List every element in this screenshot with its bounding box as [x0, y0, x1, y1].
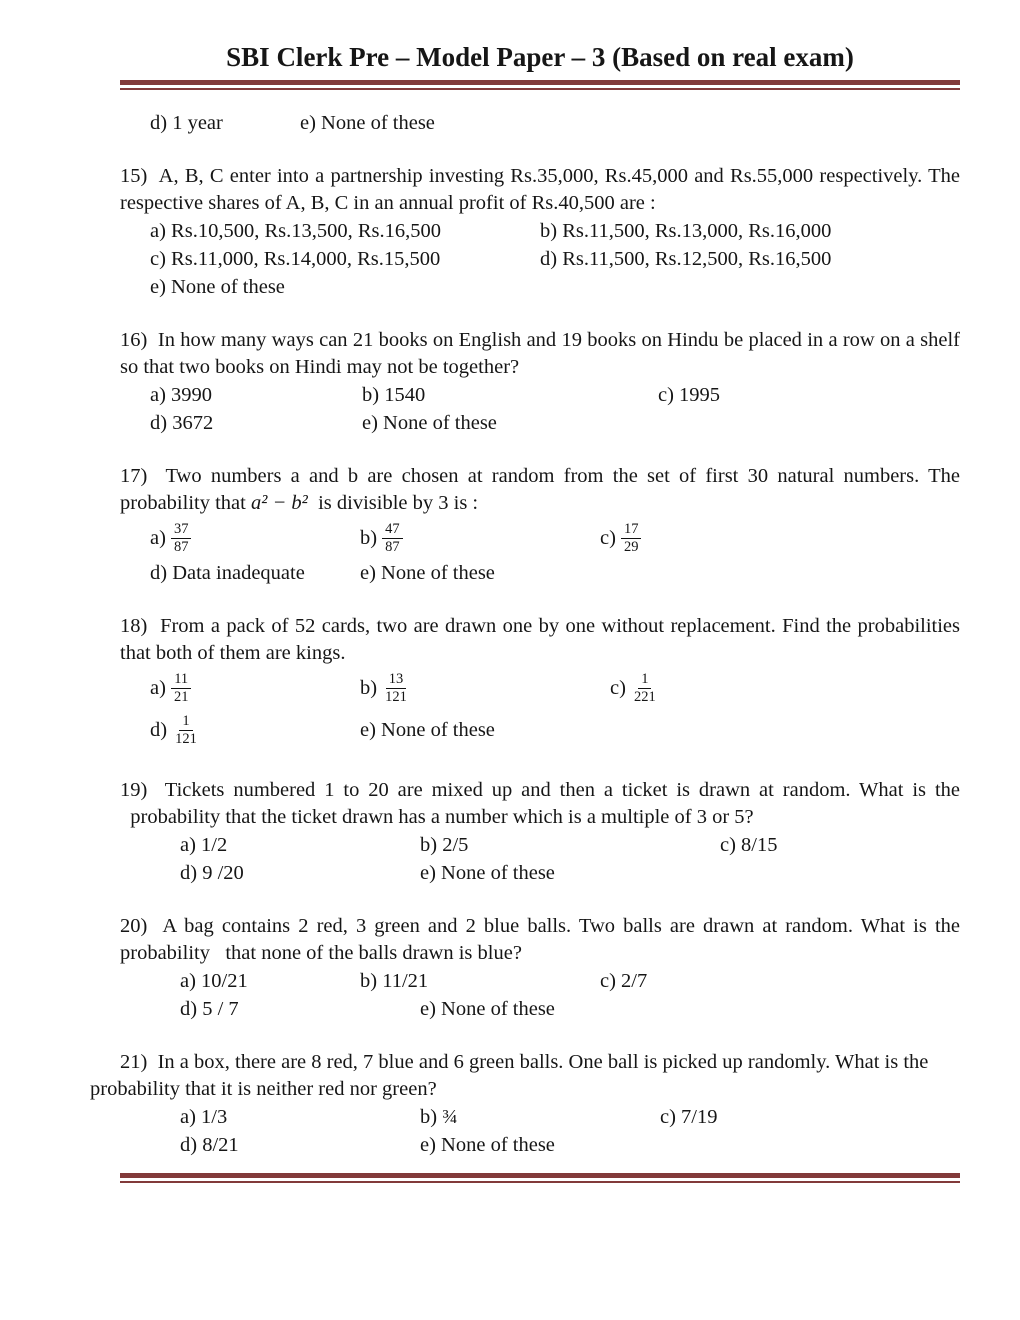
fraction — [171, 668, 192, 709]
question-number: 17) — [120, 465, 166, 487]
question-text-run: A bag contains 2 red, 3 green and 2 blue balls. Two balls are drawn at random. What is the probability that none of the balls drawn is blue? — [120, 915, 960, 964]
answer-option: b) 11/21 — [360, 970, 429, 992]
answer-option: c) 2/7 — [600, 970, 648, 992]
option-row — [120, 996, 960, 1023]
question-text — [120, 613, 960, 667]
fraction-numerator: 11 — [171, 671, 191, 689]
option-row — [120, 668, 960, 709]
answer-option: c) 7/19 — [660, 1106, 718, 1128]
option-row — [120, 560, 960, 587]
option-letter: b) — [360, 677, 378, 699]
answer-option: e) None of these — [360, 719, 495, 741]
answer-option: e) None of these — [150, 276, 285, 298]
question-number: 19) — [120, 779, 165, 801]
option-row — [120, 218, 960, 245]
question — [120, 913, 960, 1023]
fraction-numerator: 37 — [171, 521, 192, 539]
answer-option: b) 2/5 — [420, 834, 469, 856]
question-text-run: In a box, there are 8 red, 7 blue and 6 green balls. One ball is picked up randomly. What is the probability that it is neither red nor green? — [90, 1051, 929, 1100]
answer-option: e) None of these — [360, 562, 495, 584]
answer-option — [610, 668, 659, 709]
question-number: 21) — [120, 1051, 158, 1073]
answer-option: d) Rs.11,500, Rs.12,500, Rs.16,500 — [540, 248, 832, 270]
answer-option: e) None of these — [362, 412, 497, 434]
answer-option: e) None of these — [420, 862, 555, 884]
fraction-denominator: 121 — [385, 689, 407, 705]
horizontal-rule-bottom — [120, 1173, 960, 1183]
question-text-run: A, B, C enter into a partnership investing Rs.35,000, Rs.45,000 and Rs.55,000 respectively. The respective shares of A, B, C in an annual profit of Rs.40,500 are : — [120, 165, 960, 214]
answer-option — [360, 518, 600, 559]
math-expression: a² − b² — [250, 492, 308, 514]
answer-option: e) None of these — [420, 1134, 555, 1156]
option-letter: c) — [610, 677, 626, 699]
answer-option — [600, 518, 641, 559]
answer-option: d) Data inadequate — [150, 562, 305, 584]
option-letter: a) — [150, 677, 166, 699]
questions — [90, 110, 961, 1159]
question-text — [120, 327, 960, 381]
question-number: 15) — [120, 165, 159, 187]
answer-option: c) 8/15 — [720, 834, 778, 856]
answer-option: b) ¾ — [420, 1106, 458, 1128]
answer-option: b) Rs.11,500, Rs.13,000, Rs.16,000 — [540, 220, 832, 242]
option-row — [120, 518, 960, 559]
question — [120, 463, 960, 587]
option-letter: d) — [150, 719, 168, 741]
fraction-denominator: 121 — [175, 731, 197, 747]
answer-option — [150, 710, 360, 751]
fraction-numerator: 1 — [179, 713, 192, 731]
fraction — [621, 518, 642, 559]
answer-option: e) None of these — [300, 112, 435, 134]
question-text — [120, 463, 960, 517]
answer-option: d) 5 / 7 — [180, 998, 239, 1020]
answer-option: a) Rs.10,500, Rs.13,500, Rs.16,500 — [150, 220, 442, 242]
option-letter: c) — [600, 527, 616, 549]
option-row — [120, 382, 960, 409]
question-text — [90, 1049, 960, 1103]
fraction-numerator: 47 — [382, 521, 403, 539]
option-row — [120, 246, 960, 273]
question-text-run: Tickets numbered 1 to 20 are mixed up and then a ticket is drawn at random. What is the probability that the ticket drawn has a number which is a multiple of 3 or 5? — [120, 779, 960, 828]
question-text-run: is divisible by 3 is : — [307, 492, 479, 514]
option-letter: a) — [150, 527, 166, 549]
answer-option: a) 1/2 — [180, 834, 228, 856]
fraction — [172, 710, 200, 751]
option-row — [120, 1104, 960, 1131]
fraction — [171, 518, 192, 559]
fraction — [382, 518, 403, 559]
question — [90, 1049, 960, 1159]
option-row — [120, 710, 960, 751]
option-row — [120, 860, 960, 887]
question-text — [120, 163, 960, 217]
answer-option — [360, 668, 610, 709]
horizontal-rule-top — [120, 80, 960, 90]
question-text-run: From a pack of 52 cards, two are drawn one by one without replacement. Find the probabilities that both of them are kings. — [120, 615, 960, 664]
option-row — [120, 968, 960, 995]
fraction-numerator: 1 — [638, 671, 651, 689]
answer-option — [150, 668, 360, 709]
question-number: 18) — [120, 615, 161, 637]
option-row — [120, 832, 960, 859]
answer-option: d) 9 /20 — [180, 862, 244, 884]
question — [120, 327, 960, 437]
answer-option: d) 8/21 — [180, 1134, 239, 1156]
fraction-denominator: 87 — [173, 539, 189, 555]
fraction-numerator: 13 — [386, 671, 407, 689]
fraction-denominator: 29 — [623, 539, 639, 555]
answer-option: a) 10/21 — [180, 970, 248, 992]
fraction-denominator: 221 — [633, 689, 656, 705]
question — [120, 777, 960, 887]
fraction — [631, 668, 659, 709]
option-letter: b) — [360, 527, 378, 549]
question-text — [120, 913, 960, 967]
answer-option: e) None of these — [420, 998, 555, 1020]
answer-option: c) 1995 — [658, 384, 721, 406]
fraction — [382, 668, 410, 709]
option-row — [120, 1132, 960, 1159]
option-row — [120, 410, 960, 437]
document-title: SBI Clerk Pre – Model Paper – 3 (Based on real exam) — [226, 42, 854, 72]
question-text-run: In how many ways can 21 books on English and 19 books on Hindu be placed in a row on a shelf so that two books on Hindi may not be together? — [120, 329, 961, 378]
answer-option — [150, 518, 360, 559]
fraction-numerator: 17 — [621, 521, 642, 539]
option-row — [120, 110, 960, 137]
answer-option: b) 1540 — [362, 384, 426, 406]
fraction-denominator: 87 — [385, 539, 400, 555]
question-text — [120, 777, 960, 831]
answer-option: d) 1 year — [150, 112, 223, 134]
question-number: 16) — [120, 329, 158, 351]
answer-option: d) 3672 — [150, 412, 214, 434]
question — [120, 613, 960, 751]
question — [120, 163, 960, 301]
answer-option: c) Rs.11,000, Rs.14,000, Rs.15,500 — [150, 248, 441, 270]
question — [120, 110, 960, 137]
question-number: 20) — [120, 915, 163, 937]
option-row — [120, 274, 960, 301]
question-text-run: Two numbers a and b are chosen at random from the set of first 30 natural numbers. The probability that — [120, 465, 960, 514]
fraction-denominator: 21 — [173, 689, 189, 705]
answer-option: a) 3990 — [150, 384, 213, 406]
answer-option: a) 1/3 — [180, 1106, 228, 1128]
